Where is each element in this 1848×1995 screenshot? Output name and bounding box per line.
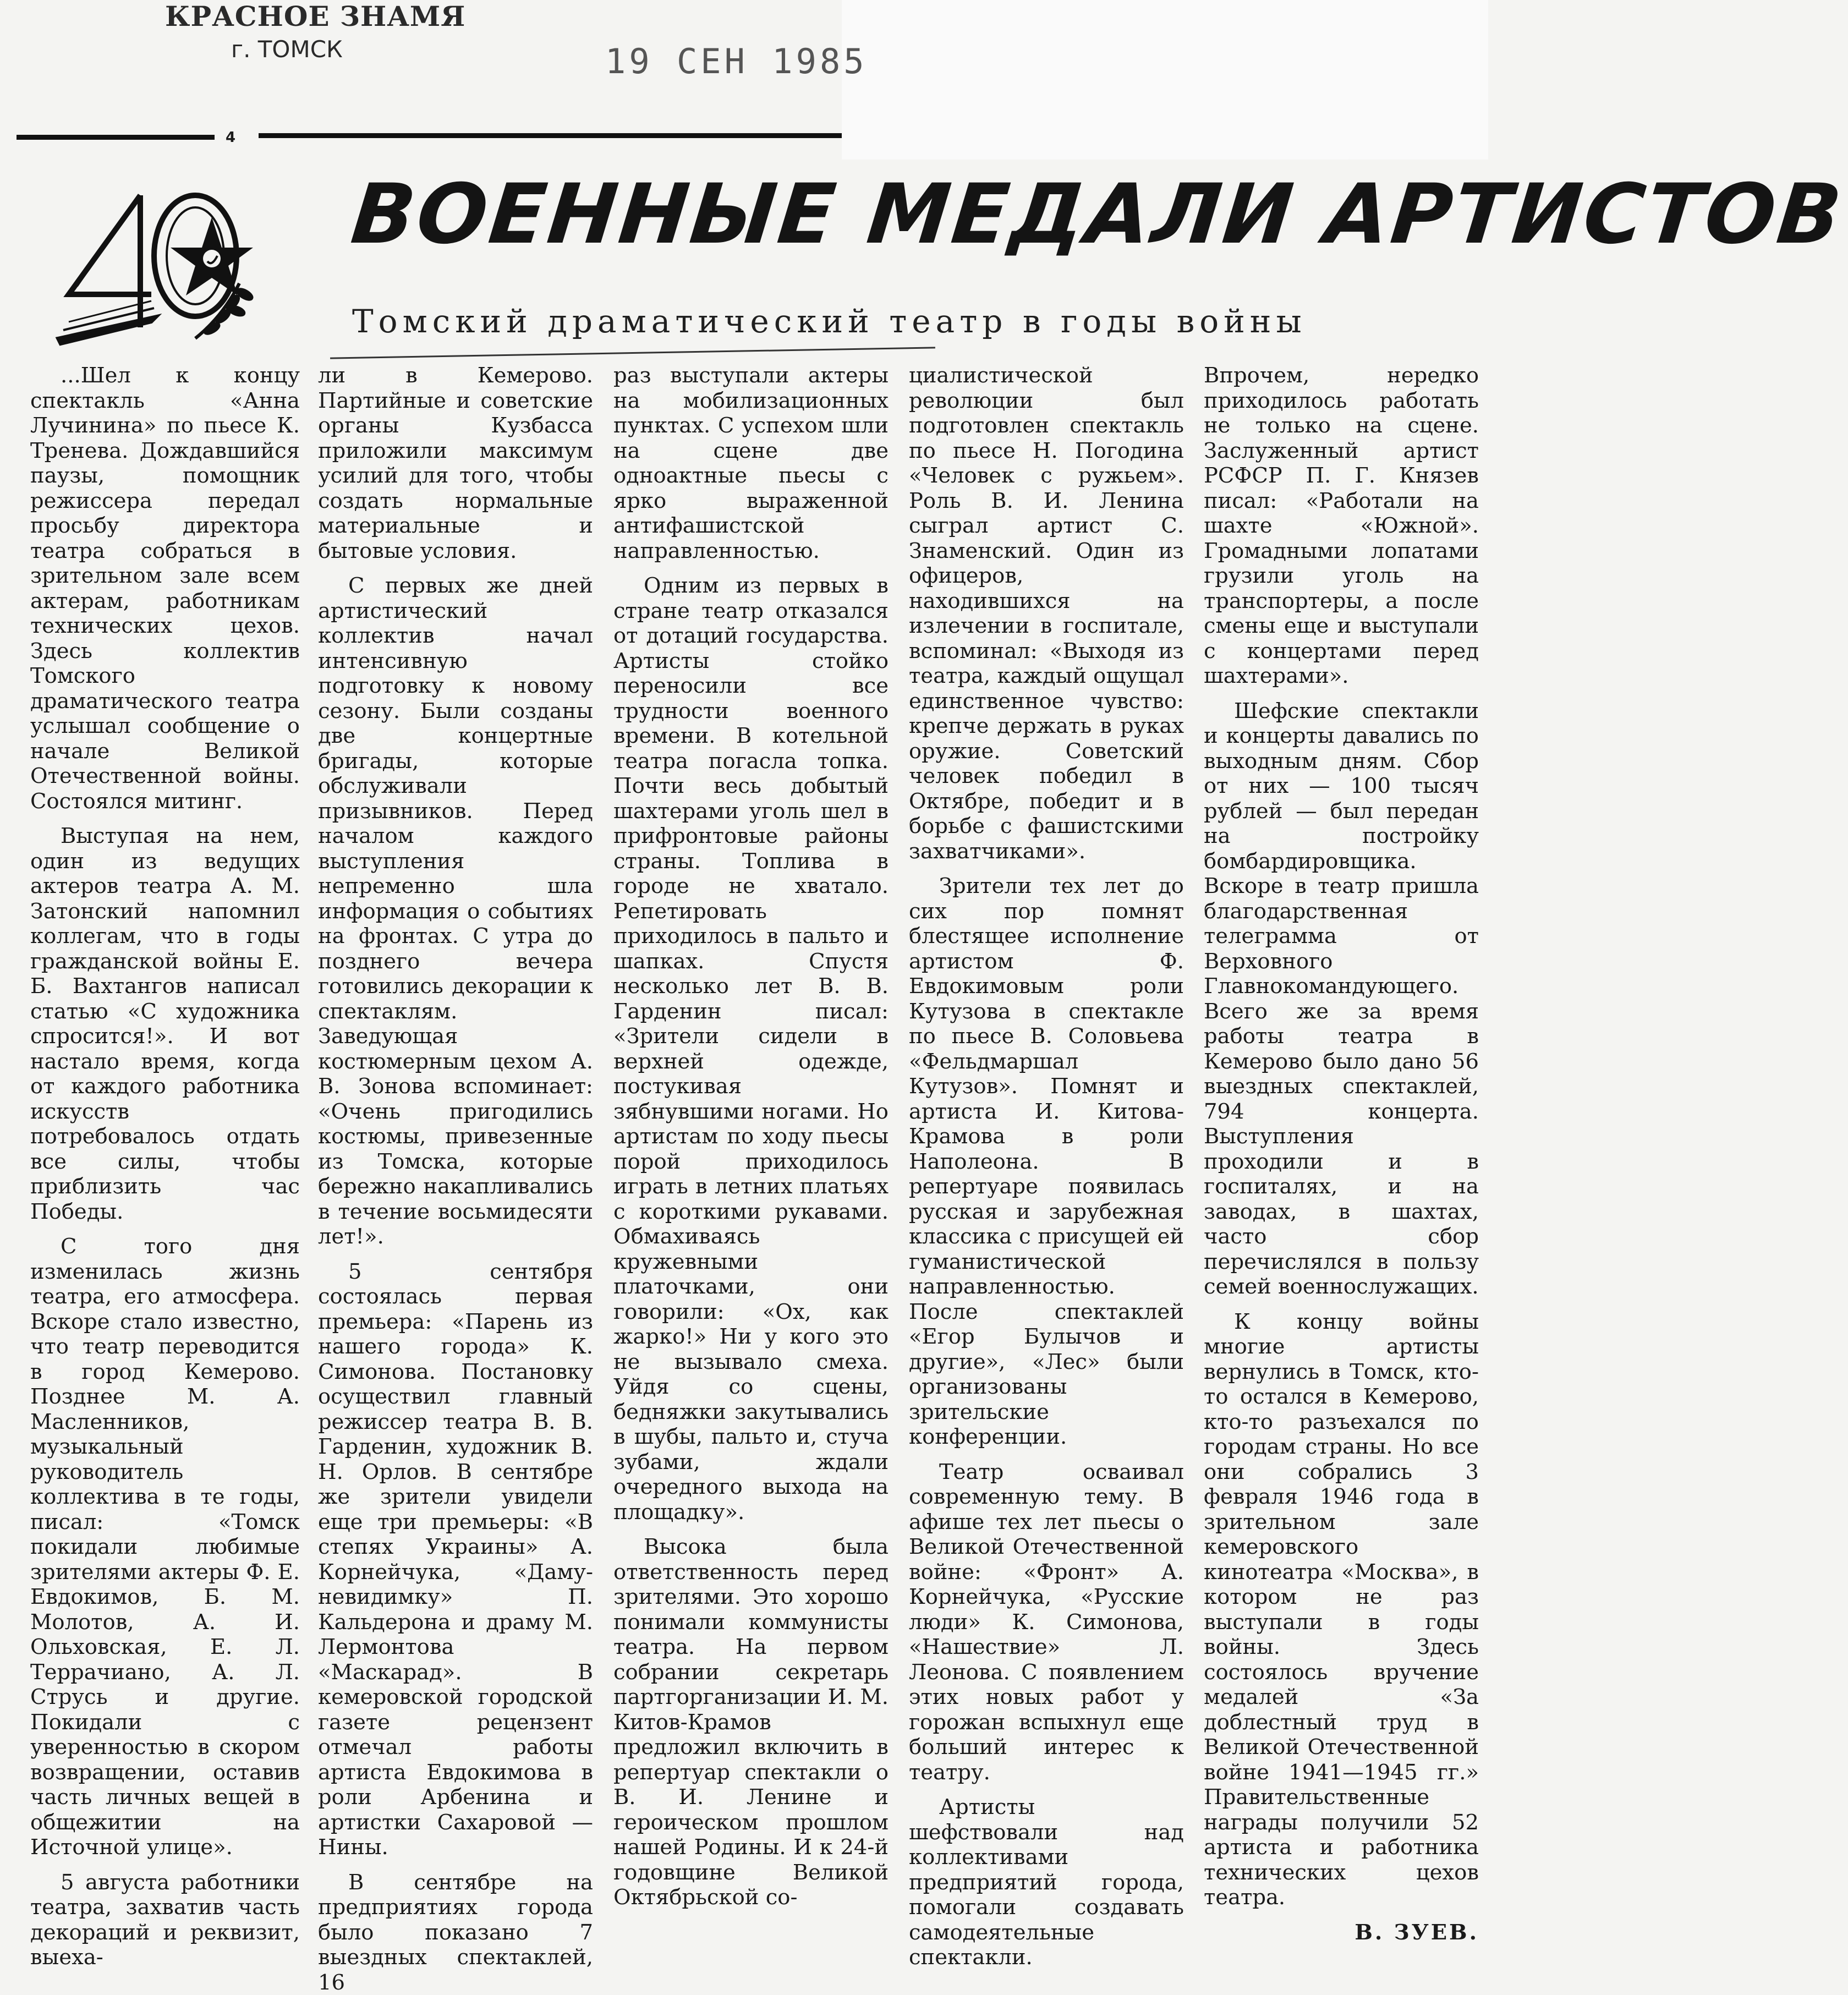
paragraph: раз выступали актеры на мобилизационных пунктах. С успехом шли на сцене две одноактные пьесы с ярко выраженной антифашистской направленностью.	[613, 363, 889, 563]
paragraph: ли в Кемерово. Партийные и советские органы Кузбасса приложили максимум усилий для того, чтобы создать нормальные материальные и бытовые условия.	[318, 363, 593, 563]
paragraph: Высока была ответственность перед зрителями. Это хорошо понимали коммунисты театра. На первом собрании секретарь партгорганизации И. М. Китов-Крамов предложил включить в репертуар спектакли о В. И. Ленине и героическом прошлом нашей Родины. И к 24-й годовщине Великой Октябрьской со-	[613, 1534, 889, 1910]
paragraph: Артисты шефствовали над коллективами предприятий города, помогали создавать самодеятельные спектакли.	[909, 1795, 1184, 1970]
paragraph: Шефские спектакли и концерты давались по выходным дням. Сбор от них — 100 тысяч рублей — был передан на постройку бомбардировщика. Вскоре в театр пришла благодарственная телеграмма от Верховного Главнокомандующего. Всего же за время работы театра в Кемерово было дано 56 выездных спектаклей, 794 концерта. Выступления проходили и в госпиталях, и на заводах, в шахтах, часто сбор перечислялся в пользу семей военнослужащих.	[1204, 699, 1479, 1300]
subheadline: Томский драматический театр в годы войны	[352, 303, 1447, 340]
paragraph: Выступая на нем, один из ведущих актеров театра А. М. Затонский напомнил коллегам, что в годы гражданской войны Е. Б. Вахтангов написал статью «С художника спросится!». И вот настало время, когда от каждого работника искусств потребовалось отдать все силы, чтобы приблизить час Победы.	[30, 824, 300, 1224]
paragraph: С первых же дней артистический коллектив начал интенсивную подготовку к новому сезону. Были созданы две концертные бригады, которые обслуживали призывников. Перед началом каждого выступления непременно шла информация о событиях на фронтах. С утра до позднего вечера готовились декорации к спектаклям. Заведующая костюмерным цехом А. В. Зонова вспоминает: «Очень пригодились костюмы, привезенные из Томска, которые бережно накапливались в течение восьмидесяти лет!».	[318, 573, 593, 1249]
article-column-5	[1204, 363, 1479, 1274]
paragraph: 5 августа работники театра, захватив часть декораций и реквизит, выеха-	[30, 1870, 300, 1970]
article-column-1	[30, 363, 300, 1274]
paragraph: К концу войны многие артисты вернулись в Томск, кто-то остался в Кемерово, кто-то разъехался по городам страны. Но все они собрались 3 февраля 1946 года в зрительном зале кемеровского кинотеатра «Москва», в котором не раз выступали в годы войны. Здесь состоялось вручение медалей «За доблестный труд в Великой Отечественной войне 1941—1945 гг.» Правительственные награды получили 52 артиста и работника технических цехов театра.	[1204, 1309, 1479, 1910]
paragraph: Зрители тех лет до сих пор помнят блестящее исполнение артистом Ф. Евдокимовым роли Кутузова в спектакле по пьесе В. Соловьева «Фельдмаршал Кутузов». Помнят и артиста И. Китова-Крамова в роли Наполеона. В репертуаре появилась русская и зарубежная классика с присущей ей гуманистической направленностью. После спектаклей «Егор Булычов и другие», «Лес» были организованы зрительские конференции.	[909, 874, 1184, 1450]
paragraph: В сентябре на предприятиях города было показано 7 выездных спектаклей, 16	[318, 1870, 593, 1995]
date-stamp: 19 СЕН 1985	[605, 41, 868, 81]
scan-background-right	[842, 0, 1488, 160]
header-rule-right	[259, 133, 842, 138]
paragraph: Театр осваивал современную тему. В афише тех лет пьесы о Великой Отечественной войне: «Фронт» А. Корнейчука, «Русские люди» К. Симонова, «Нашествие» Л. Леонова. С появлением этих новых работ у горожан вспыхнул еще больший интерес к театру.	[909, 1460, 1184, 1785]
header-rule-left	[17, 135, 215, 140]
paragraph: Одним из первых в стране театр отказался от дотаций государства. Артисты стойко переносили все трудности военного времени. В котельной театра погасла топка. Почти весь добытый шахтерами уголь шел в прифронтовые районы страны. Топлива в городе не хватало. Репетировать приходилось в пальто и шапках. Спустя несколько лет В. В. Гарденин писал: «Зрители сидели в верхней одежде, постукивая зябнувшими ногами. Но артистам по ходу пьесы порой приходилось играть в летних платьях с короткими рукавами. Обмахиваясь кружевными платочками, они говорили: «Ох, как жарко!» Ни у кого это не вызывало смеха. Уйдя со сцены, бедняжки закутывались в шубы, пальто и, стуча зубами, ждали очередного выхода на площадку».	[613, 573, 889, 1525]
paragraph: ...Шел к концу спектакль «Анна Лучинина» по пьесе К. Тренева. Дождавшийся паузы, помощник режиссера передал просьбу директора театра собраться в зрительном зале всем актерам, работникам технических цехов. Здесь коллектив Томского драматического театра услышал сообщение о начале Великой Отечественной войны. Состоялся митинг.	[30, 363, 300, 814]
paragraph: С того дня изменилась жизнь театра, его атмосфера. Вскоре стало известно, что театр переводится в город Кемерово. Позднее М. А. Масленников, музыкальный руководитель коллектива в те годы, писал: «Томск покидали любимые зрителями актеры Ф. Е. Евдокимов, Б. М. Молотов, А. И. Ольховская, Е. Л. Террачиано, А. Л. Струсь и другие. Покидали с уверенностью в скором возвращении, оставив часть личных вещей в общежитии на Источной улице».	[30, 1234, 300, 1860]
star-hammer-sickle-icon	[58, 184, 289, 349]
paragraph: 5 сентября состоялась первая премьера: «Парень из нашего города» К. Симонова. Постановку осуществил главный режиссер театра В. В. Гарденин, художник В. Н. Орлов. В сентябре же зрители увидели еще три премьеры: «В степях Украины» А. Корнейчука, «Даму-невидимку» П. Кальдерона и драму М. Лермонтова «Маскарад». В кемеровской городской газете рецензент отмечал работы артиста Евдокимова в роли Арбенина и артистки Сахаровой — Нины.	[318, 1259, 593, 1860]
anniversary-emblem	[58, 184, 289, 349]
newspaper-name: КРАСНОЕ ЗНАМЯ	[165, 0, 465, 32]
article-column-4	[909, 363, 1184, 1274]
headline: ВОЕННЫЕ МЕДАЛИ АРТИСТОВ	[347, 165, 1430, 264]
article-column-3	[613, 363, 889, 1274]
newspaper-city: г. ТОМСК	[231, 36, 343, 63]
subheadline-underline	[330, 347, 935, 359]
article-column-2	[318, 363, 593, 1274]
paragraph: Впрочем, нередко приходилось работать не только на сцене. Заслуженный артист РСФСР П. Г. Князев писал: «Работали на шахте «Южной». Громадными лопатами грузили уголь на транспортеры, а после смены еще и выступали с концертами перед шахтерами».	[1204, 363, 1479, 689]
paragraph: циалистической революции был подготовлен спектакль по пьесе Н. Погодина «Человек с ружьем». Роль В. И. Ленина сыграл артист С. Знаменский. Один из офицеров, находившихся на излечении в госпитале, вспоминал: «Выходя из театра, каждый ощущал единственное чувство: крепче держать в руках оружие. Советский человек победил в Октябре, победит и в борьбе с фашистскими захватчиками».	[909, 363, 1184, 864]
author-signature: В. ЗУЕВ.	[1204, 1920, 1479, 1945]
page-number: 4	[226, 129, 235, 146]
